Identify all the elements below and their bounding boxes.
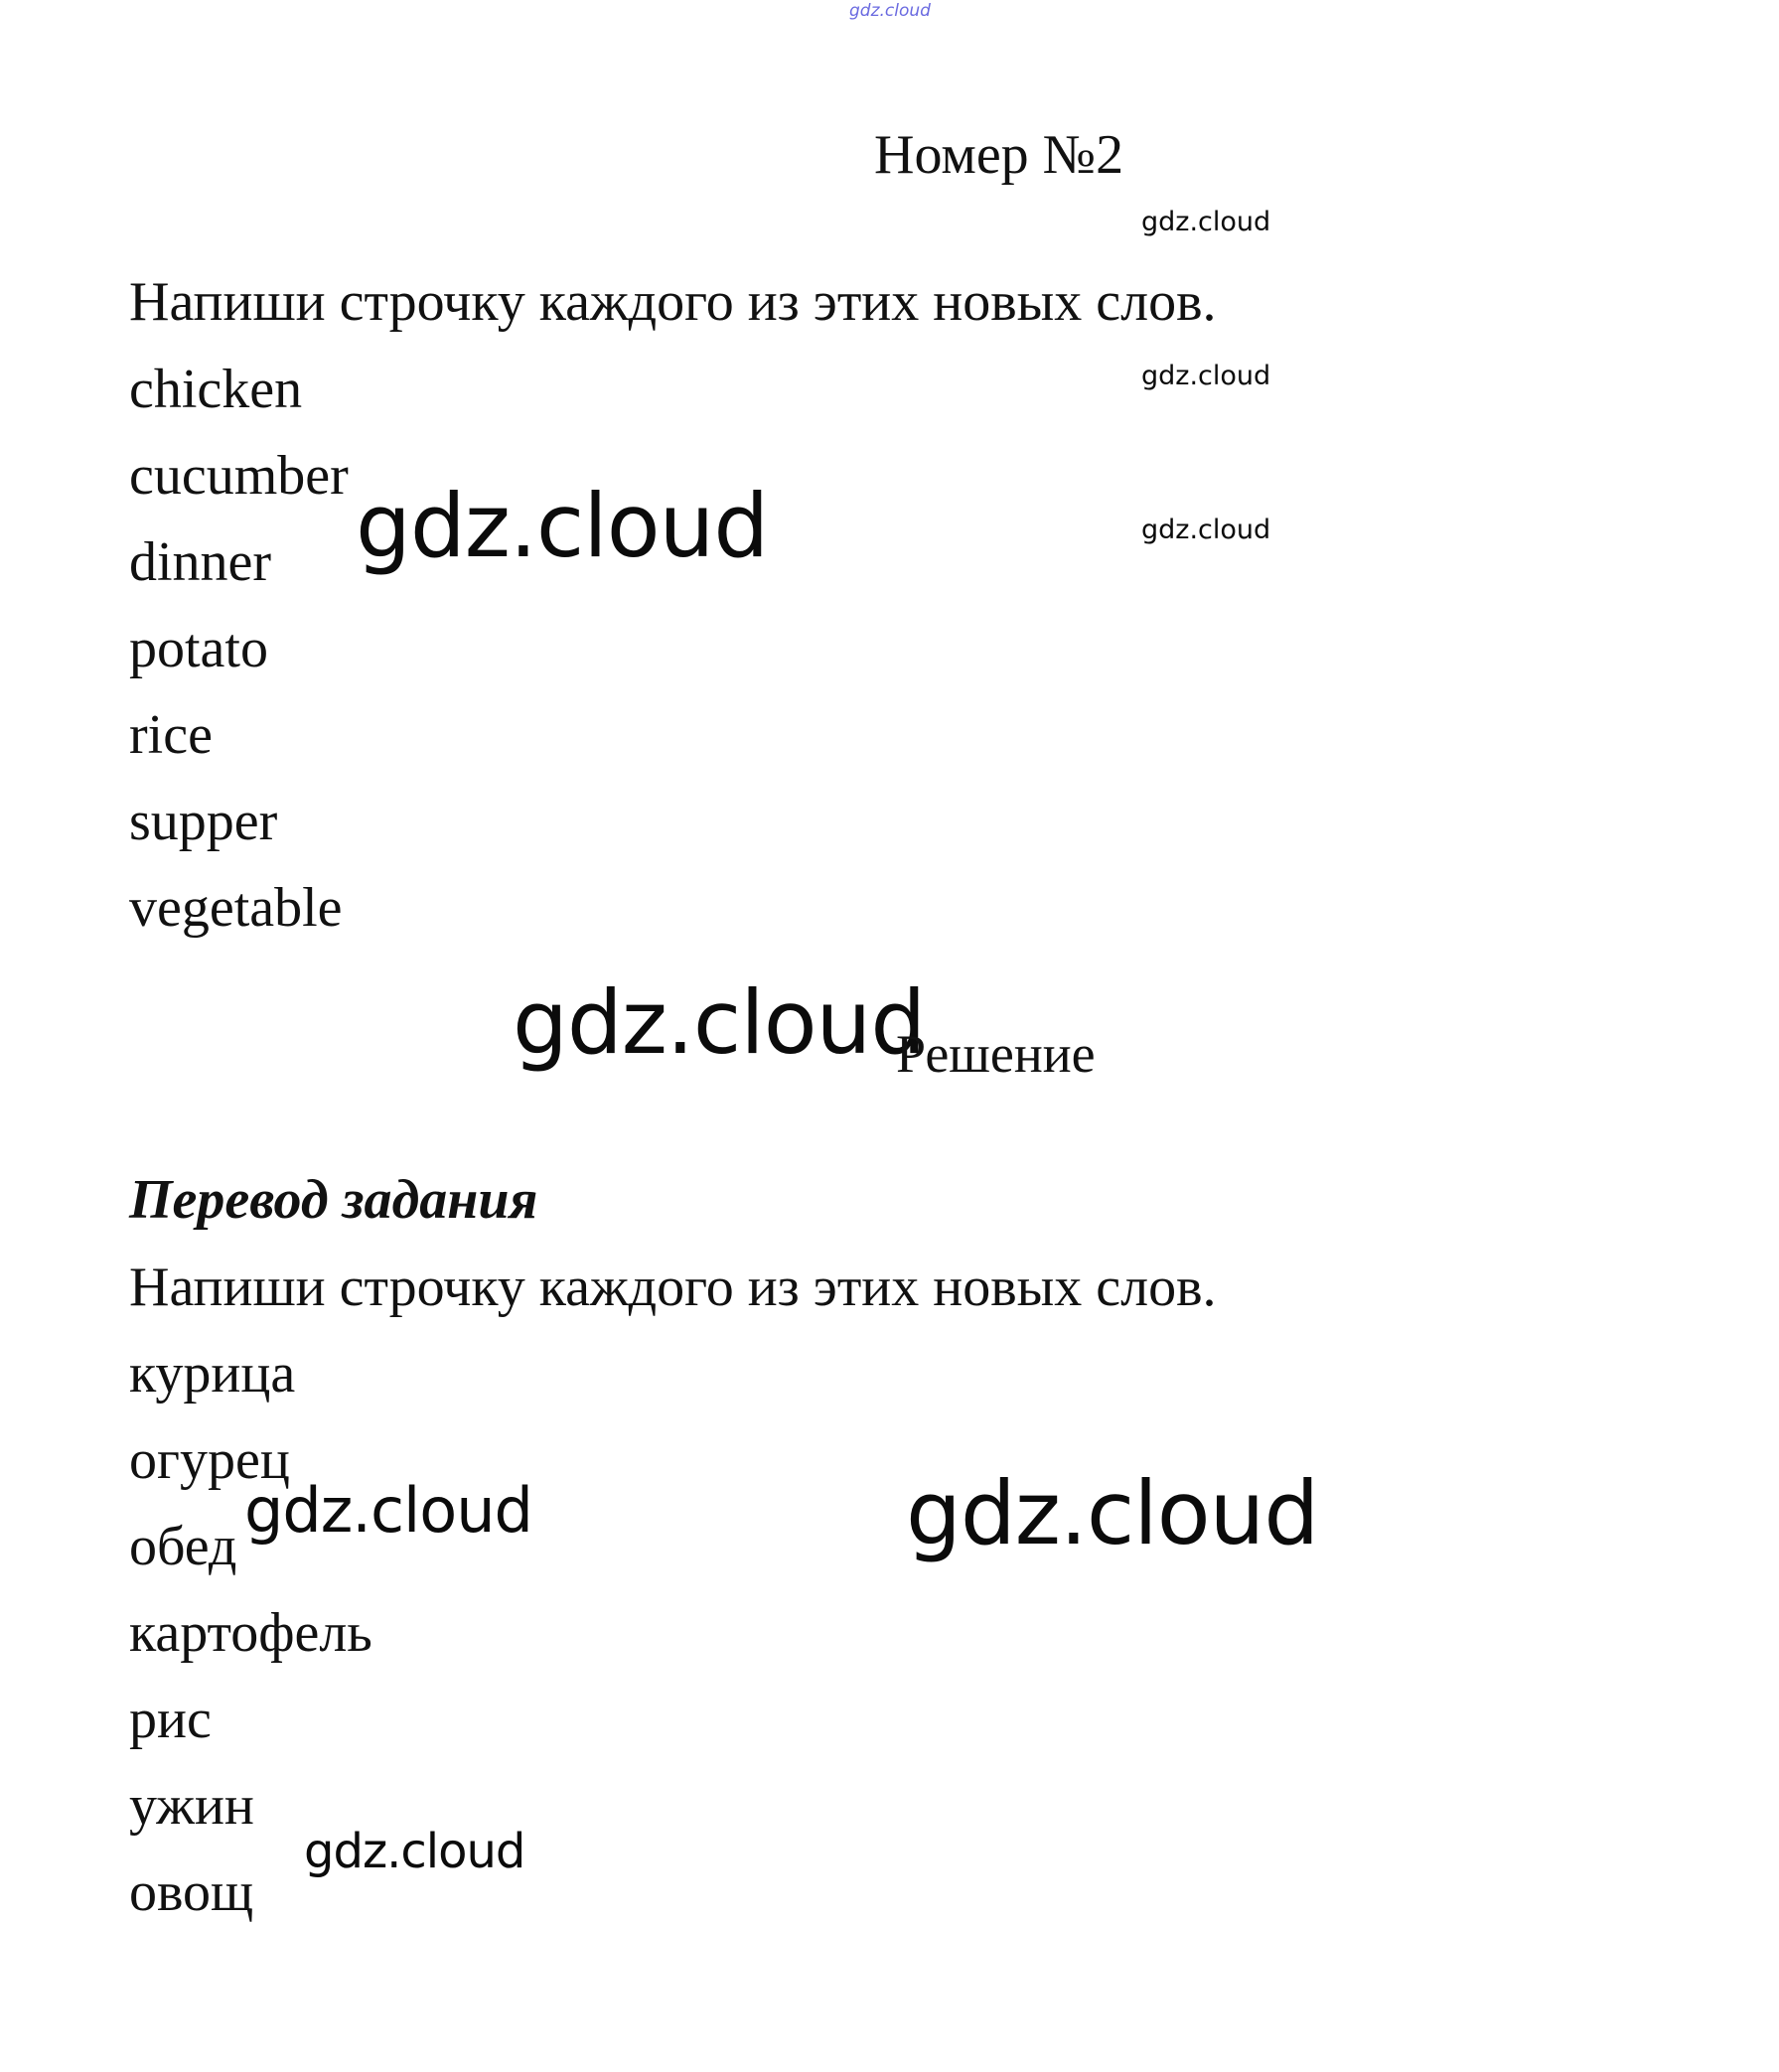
translation-instruction: Напиши строчку каждого из этих новых слов. (129, 1257, 1217, 1318)
word-item: dinner (129, 531, 272, 593)
watermark-large-2: gdz.cloud (513, 971, 926, 1074)
translated-word-item: овощ (129, 1861, 254, 1923)
watermark-small-1: gdz.cloud (1141, 207, 1271, 237)
translation-heading: Перевод задания (129, 1169, 538, 1231)
translated-word-item: картофель (129, 1602, 372, 1664)
translated-word-item: огурец (129, 1429, 290, 1491)
translated-word-item: курица (129, 1343, 296, 1405)
word-item: cucumber (129, 445, 349, 507)
translated-word-item: рис (129, 1689, 212, 1750)
word-item: rice (129, 704, 213, 766)
word-item: vegetable (129, 877, 343, 939)
task-instruction: Напиши строчку каждого из этих новых слов. (129, 271, 1217, 333)
watermark-small-3: gdz.cloud (1141, 515, 1271, 545)
word-item: potato (129, 618, 268, 679)
watermark-small-2: gdz.cloud (1141, 361, 1271, 391)
watermark-medium-1: gdz.cloud (244, 1474, 532, 1547)
watermark-large-1: gdz.cloud (356, 475, 769, 577)
watermark-top: gdz.cloud (849, 1, 931, 21)
solution-label: Решение (896, 1024, 1096, 1084)
translated-word-item: обед (129, 1516, 237, 1577)
page-title: Номер №2 (874, 124, 1124, 186)
word-item: supper (129, 791, 278, 852)
word-item: chicken (129, 359, 303, 420)
watermark-medium-2: gdz.cloud (304, 1824, 525, 1879)
watermark-large-3: gdz.cloud (906, 1462, 1319, 1564)
translated-word-item: ужин (129, 1775, 254, 1837)
